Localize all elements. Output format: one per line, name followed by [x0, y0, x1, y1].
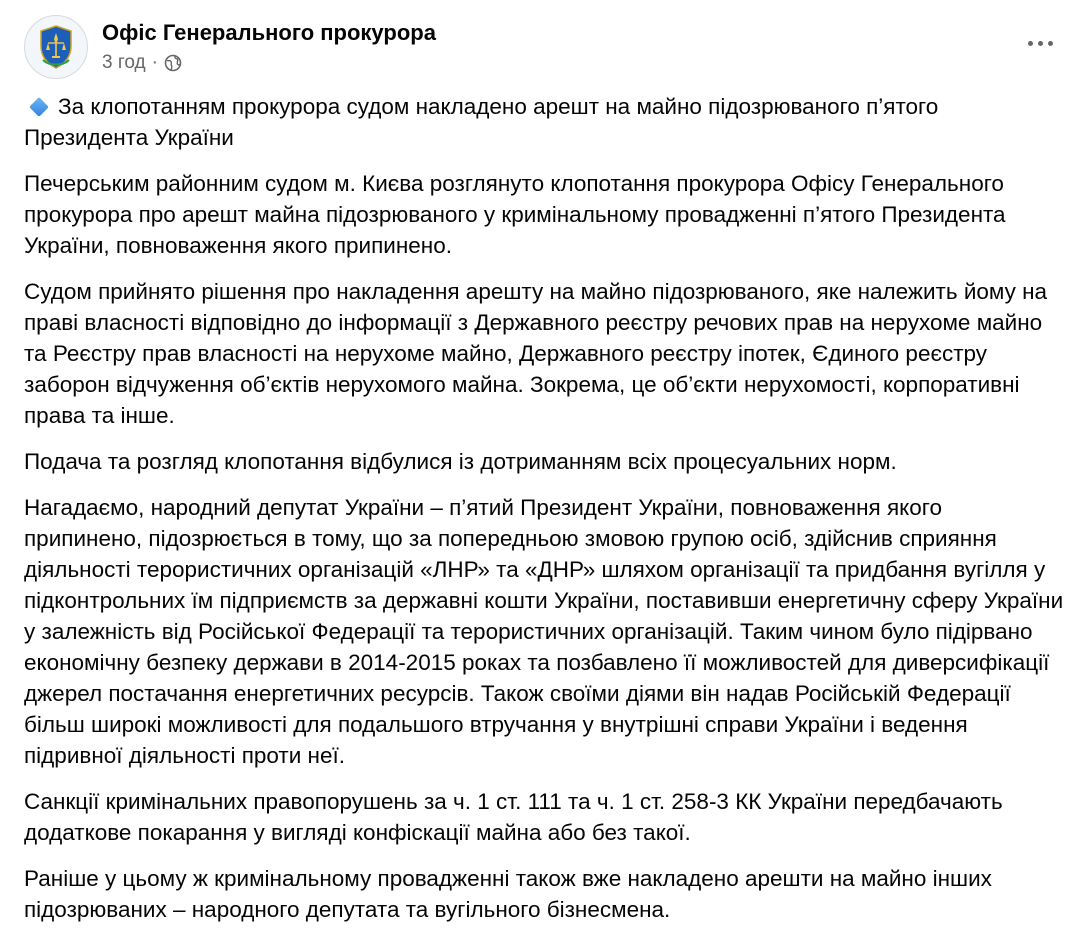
more-dot-icon [1028, 41, 1033, 46]
prosecutor-emblem-icon [31, 22, 81, 72]
separator-dot: · [151, 52, 158, 73]
post-paragraph: Санкції кримінальних правопорушень за ч. 1 ст. 111 та ч. 1 ст. 258-3 КК України передбачають додаткове покарання у вигляді конфіскації майна або без такої. [24, 789, 1003, 845]
more-dot-icon [1038, 41, 1043, 46]
post-header [24, 12, 436, 82]
post-paragraph: Нагадаємо, народний депутат України – п’ятий Президент України, повноваження якого припинено, підозрюється в тому, що за попередньою змовою групою осіб, здійснив сприяння діяльності терористичних організацій «ЛНР» та «ДНР» шляхом організації та придбання вугілля у підконтрольних їм підприємств за державні кошти України, поставивши енергетичну сферу України у залежність від Російської Федерації та терористичних організацій. Таким чином було підірвано економічну безпеку держави в 2014-2015 роках та позбавлено її можливостей для диверсифікації джерел постачання енергетичних ресурсів. Також своїми діями він надав Російській Федерації більш широкі можливості для подальшого втручання у внутрішні справи України і ведення підривної діяльності проти неї. [24, 495, 1064, 768]
post-paragraph: Раніше у цьому ж кримінальному провадженні також вже накладено арешти на майно інших підозрюваних – народного депутата та вугільного бізнесмена. [24, 866, 992, 922]
headline-text: За клопотанням прокурора судом накладено арешт на майно підозрюваного п’ятого Президента України [24, 94, 939, 150]
post-paragraph: Подача та розгляд клопотання відбулися із дотриманням всіх процесуальних норм. [24, 449, 897, 474]
page-avatar[interactable] [24, 15, 88, 79]
blue-diamond-icon [29, 97, 49, 117]
page-name-link[interactable]: Офіс Генерального прокурора [102, 20, 436, 45]
post-paragraph: Судом прийнято рішення про накладення арешту на майно підозрюваного, яке належить йому на праві власності відповідно до інформації з Державного реєстру речових прав на нерухоме майно та Реєстру прав власності на нерухоме майно, Державного реєстру іпотек, Єдиного реєстру заборон відчуження об’єктів нерухомого майна. Зокрема, це об’єкти нерухомості, корпоративні права та інше. [24, 279, 1048, 428]
more-dot-icon [1048, 41, 1053, 46]
post-headline [24, 91, 1064, 153]
more-options-button[interactable] [1020, 28, 1060, 58]
post-paragraph: Печерським районним судом м. Києва розглянуто клопотання прокурора Офісу Генерального прокурора про арешт майна підозрюваного у кримінальному провадженні п’ятого Президента України, повноваження якого припинено. [24, 171, 1006, 258]
globe-icon[interactable] [164, 54, 182, 72]
post-subtitle [102, 51, 436, 75]
post-timestamp[interactable]: 3 год [102, 52, 146, 73]
post-body [24, 91, 1064, 940]
post-meta [102, 19, 436, 75]
